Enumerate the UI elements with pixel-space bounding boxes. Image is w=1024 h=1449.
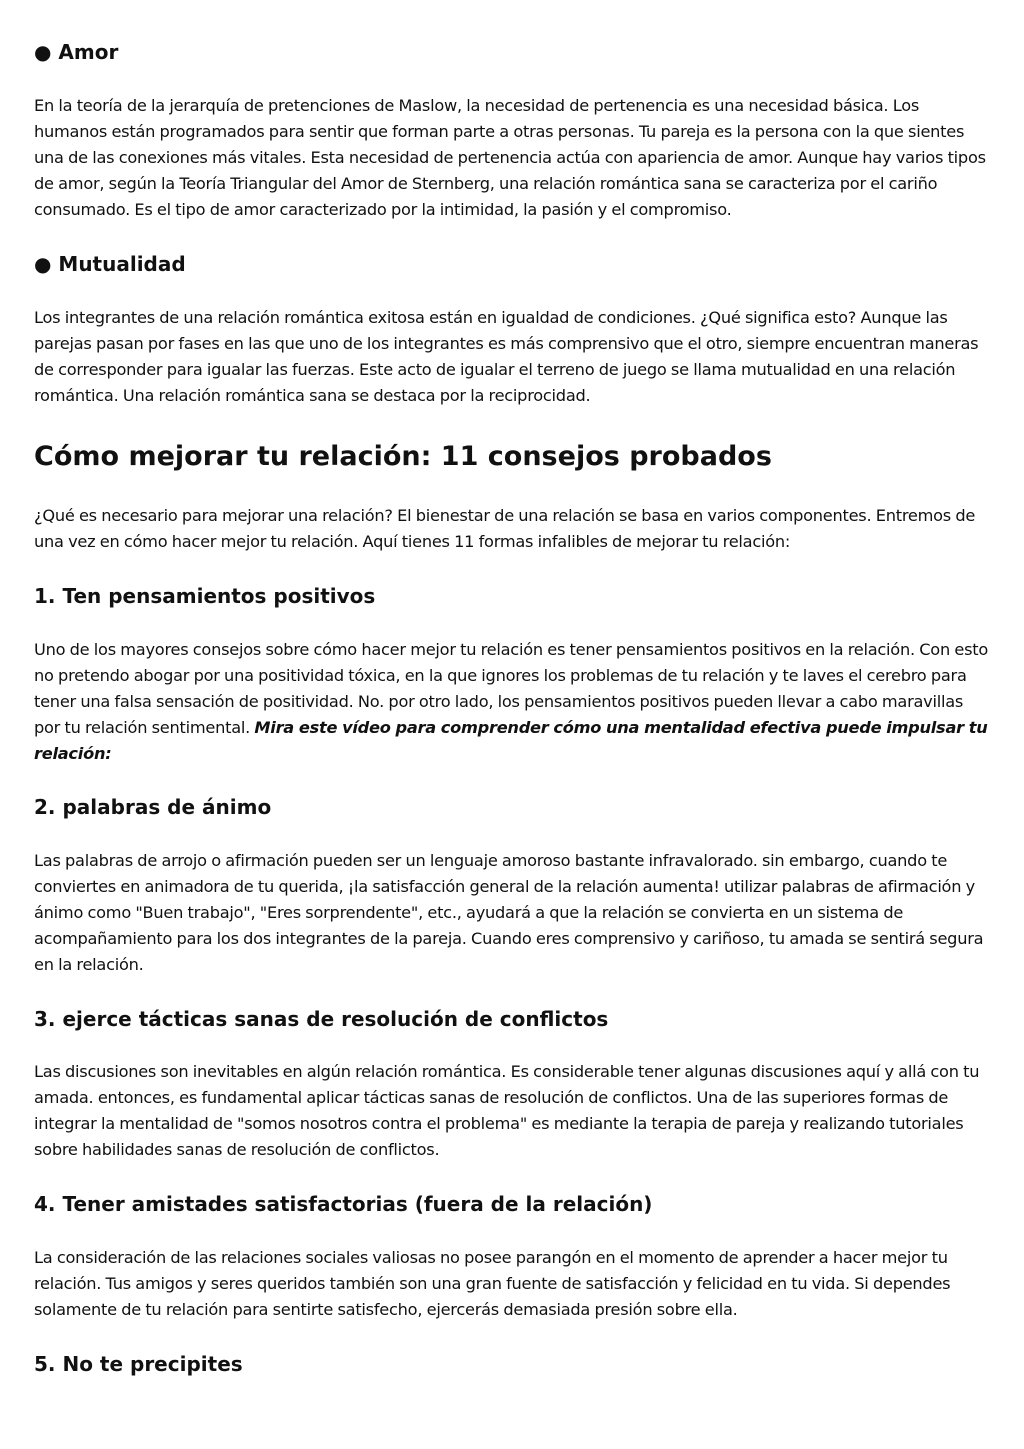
paragraph-tip-1 xyxy=(34,637,992,767)
heading-amor: ● Amor xyxy=(34,40,119,64)
heading-tip-2: 2. palabras de ánimo xyxy=(34,795,272,819)
heading-mutualidad: ● Mutualidad xyxy=(34,252,186,276)
paragraph-mutualidad: Los integrantes de una relación romántica exitosa están en igualdad de condiciones. ¿Qué significa esto? Aunque las parejas pasan por fases en las que uno de los integrantes es más comprensivo que el otro, siempre encuentran maneras de corresponder para igualar las fuerzas. Este acto de igualar el terreno de juego se llama mutualidad en una relación romántica. Una relación romántica sana se destaca por la reciprocidad. xyxy=(34,308,979,405)
paragraph-tip-1-text: Uno de los mayores consejos sobre cómo hacer mejor tu relación es tener pensamientos positivos en la relación. Con esto no pretendo abogar por una positividad tóxica, en la que ignores los problemas de tu relación y te laves el cerebro para tener una falsa sensación de positividad. No. por otro lado, los pensamientos positivos pueden llevar a cabo maravillas por tu relación sentimental. xyxy=(34,640,989,737)
heading-tip-1: 1. Ten pensamientos positivos xyxy=(34,584,376,608)
section-title: Cómo mejorar tu relación: 11 consejos probados xyxy=(34,441,772,472)
paragraph-tip-3: Las discusiones son inevitables en algún relación romántica. Es considerable tener algunas discusiones aquí y allá con tu amada. entonces, es fundamental aplicar tácticas sanas de resolución de conflictos. Una de las superiores formas de integrar la mentalidad de "somos nosotros contra el problema" es mediante la terapia de pareja y realizando tutoriales sobre habilidades sanas de resolución de conflictos. xyxy=(34,1062,980,1159)
paragraph-intro: ¿Qué es necesario para mejorar una relación? El bienestar de una relación se basa en varios componentes. Entremos de una vez en cómo hacer mejor tu relación. Aquí tienes 11 formas infalibles de mejorar tu relación: xyxy=(34,506,976,551)
paragraph-tip-2: Las palabras de arrojo o afirmación pueden ser un lenguaje amoroso bastante infravalorado. sin embargo, cuando te conviertes en animadora de tu querida, ¡la satisfacción general de la relación aumenta! utilizar palabras de afirmación y ánimo como "Buen trabajo", "Eres sorprendente", etc., ayudará a que la relación se convierta en un sistema de acompañamiento para los dos integrantes de la pareja. Cuando eres comprensivo y cariñoso, tu amada se sentirá segura en la relación. xyxy=(34,851,984,974)
paragraph-amor: En la teoría de la jerarquía de pretenciones de Maslow, la necesidad de pertenencia es una necesidad básica. Los humanos están programados para sentir que forman parte a otras personas. Tu pareja es la persona con la que sientes una de las conexiones más vitales. Esta necesidad de pertenencia actúa con apariencia de amor. Aunque hay varios tipos de amor, según la Teoría Triangular del Amor de Sternberg, una relación romántica sana se caracteriza por el cariño consumado. Es el tipo de amor caracterizado por la intimidad, la pasión y el compromiso. xyxy=(34,96,986,219)
paragraph-tip-4: La consideración de las relaciones sociales valiosas no posee parangón en el momento de aprender a hacer mejor tu relación. Tus amigos y seres queridos también son una gran fuente de satisfacción y felicidad en tu vida. Si dependes solamente de tu relación para sentirte satisfecho, ejercerás demasiada presión sobre ella. xyxy=(34,1248,951,1319)
heading-tip-3: 3. ejerce tácticas sanas de resolución de conflictos xyxy=(34,1007,609,1031)
heading-tip-5: 5. No te precipites xyxy=(34,1352,243,1376)
heading-tip-4: 4. Tener amistades satisfactorias (fuera de la relación) xyxy=(34,1192,653,1216)
paragraph-tip-1-emphasis: Mira este vídeo para comprender cómo una mentalidad efectiva puede impulsar tu relación: xyxy=(34,718,988,763)
